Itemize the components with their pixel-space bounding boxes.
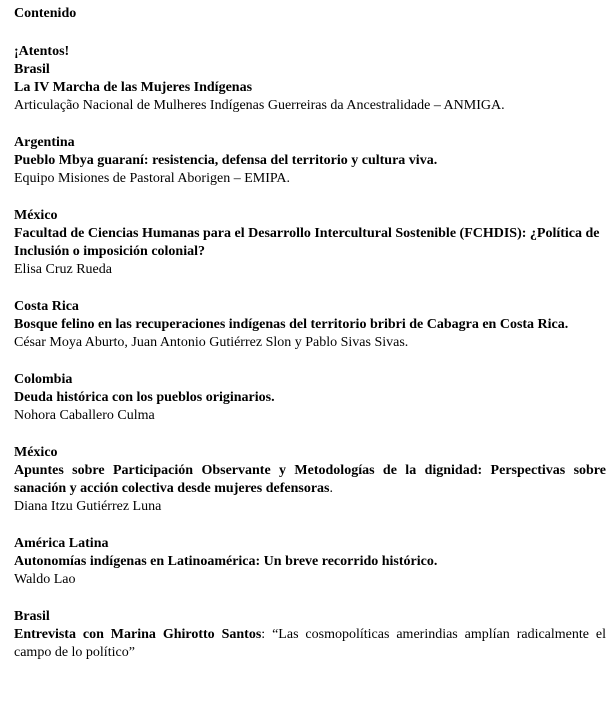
entry-author: Equipo Misiones de Pastoral Aborigen – EMIPA. [14, 171, 290, 186]
entry-title-text: Entrevista con Marina Ghirotto Santos [14, 627, 262, 642]
table-of-contents [14, 5, 606, 681]
entry-title: Autonomías indígenas en Latinoamérica: Un breve recorrido histórico. [14, 554, 438, 569]
entry-title-tail: : “Las cosmopolíticas amerindias amplían radicalmente el campo de lo político” [14, 627, 606, 660]
toc-entry-argentina [14, 134, 606, 188]
entry-country: Brasil [14, 62, 50, 77]
entry-country: Brasil [14, 609, 50, 624]
entry-author: Waldo Lao [14, 572, 76, 587]
entry-title: Facultad de Ciencias Humanas para el Desarrollo Intercultural Sostenible (FCHDIS): ¿Política de Inclusión o imposición colonial? [14, 226, 600, 259]
contents-heading: Contenido [14, 6, 77, 21]
entry-country: Costa Rica [14, 299, 79, 314]
toc-entry-mexico-apuntes [14, 444, 606, 516]
entry-title-text: Apuntes sobre Participación Observante y Metodologías de la dignidad: Perspectivas sobre sanación y acción colectiva desde mujeres defensoras [14, 463, 606, 496]
alert-label: ¡Atentos! [14, 44, 70, 59]
entry-country: Colombia [14, 372, 73, 387]
entry-title: Deuda histórica con los pueblos originarios. [14, 390, 275, 405]
toc-entry-america-latina [14, 535, 606, 589]
entry-title: La IV Marcha de las Mujeres Indígenas [14, 80, 253, 95]
entry-country: América Latina [14, 536, 109, 551]
entry-country: México [14, 208, 58, 223]
entry-author: Elisa Cruz Rueda [14, 262, 112, 277]
entry-title-tail: . [329, 481, 333, 496]
entry-title: Bosque felino en las recuperaciones indígenas del territorio bribri de Cabagra en Costa Rica. [14, 317, 569, 332]
toc-entry-costa-rica [14, 298, 606, 352]
entry-author: Diana Itzu Gutiérrez Luna [14, 499, 162, 514]
toc-entry-brasil-entrevista [14, 608, 606, 662]
entry-country: Argentina [14, 135, 75, 150]
entry-title [14, 626, 606, 662]
entry-author: Articulação Nacional de Mulheres Indígenas Guerreiras da Ancestralidade – ANMIGA. [14, 98, 505, 113]
toc-entry-mexico-fchdis [14, 207, 606, 279]
toc-entry-brasil-marcha [14, 61, 606, 115]
entry-author: Nohora Caballero Culma [14, 408, 155, 423]
entry-title: Pueblo Mbya guaraní: resistencia, defensa del territorio y cultura viva. [14, 153, 438, 168]
toc-entry-colombia [14, 371, 606, 425]
entry-country: México [14, 445, 58, 460]
entry-author: César Moya Aburto, Juan Antonio Gutiérrez Slon y Pablo Sivas Sivas. [14, 335, 409, 350]
entry-title [14, 462, 606, 498]
